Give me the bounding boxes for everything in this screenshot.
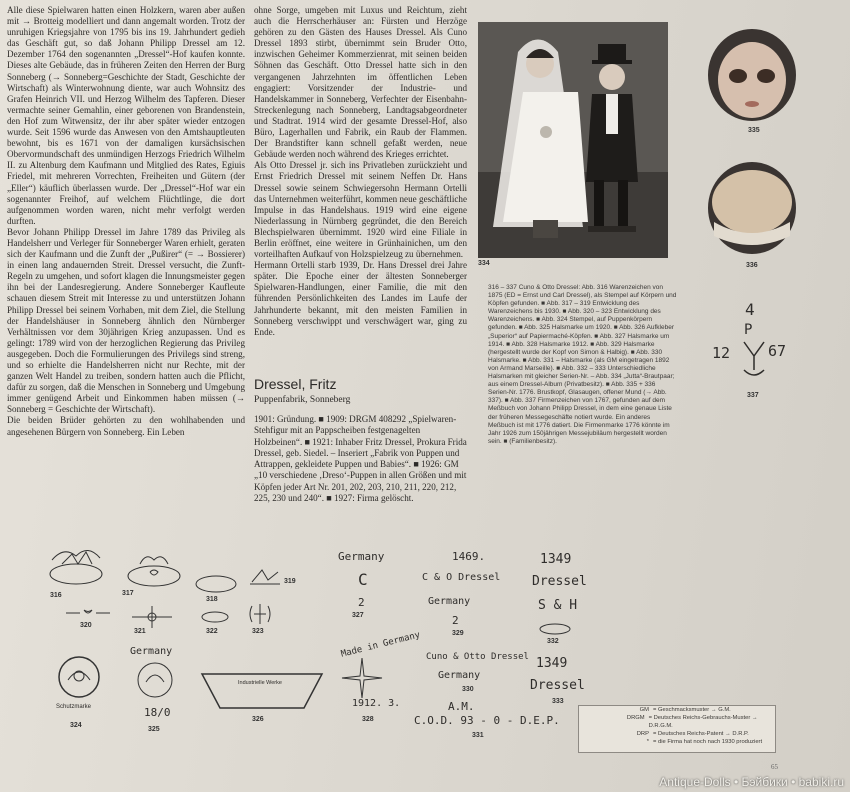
mark-337-4: 4: [745, 300, 755, 319]
col2-paragraph-2: Als Otto Dressel jr. sich ins Privatleben zurückzieht und Ernst Friedrich Dressel mit seinem Neffen Dr. Hans Dressel sowie seinem Schwiegersohn Hermann Ortelli das Unternehmen weiterführt, kommen neue geschäftliche Impulse in das Handelshaus. 1919 wird eine eigene Niederlassung in Nürnberg gegründet, die den Bereich Blechspielwaren übernimmt. 1920 wird eine Filiale in Berlin eröffnet, eine weitere in Grünhainichen, um den vorteilhaften Aufkauf von Holzspielzeug zu übernehmen.: [254, 160, 467, 260]
photo-doll-couple: [478, 22, 668, 258]
col2-paragraph-3: Hermann Ortelli starb 1939, Dr. Hans Dressel drei Jahre später. Die Epoche einer der ältesten Sonneberger Spielwaren-Handlungen, einer Familie, die mit den führenden Persönlichkeiten des Landes im Laufe der Jahrhunderte bekannt, mit den meisten Familien in Sonneberg verschwippt und verschwägert war, ging zu Ende.: [254, 260, 467, 337]
trademark-319-icon: [248, 566, 282, 588]
col2-paragraph-1: ohne Sorge, umgeben mit Luxus und Reichtum, zieht auch die Herrscherhäuser an: Fürsten und Herzöge gehören zu den Gästen des Hauses Dressel. Als Cuno Dressel 1893 stirbt, übernimmt sein Bruder Otto, inzwischen Geheimer Kommerzienrat, mit seinen beiden Söhnen das Geschäft. Otto Dressel hatte sich in den vergangenen Jahrzehnten im öffentlichen Leben engagiert: Vorsitzender der Industrie- und Handelskammer in Sonneberg, Verfechter der Eisenbahn-Streckenlegung nach Sonneberg, Landtagsabgeordneter und Stadtrat. 1914 wird der gesamte Dressel-Hof, also Büro, Lagerhallen und Fabrik, ein Raub der Flammen. Der Brandstifter kann schnell gefaßt werden, neue Gebäude werden noch während des Krieges errichtet.: [254, 5, 467, 160]
page-number: 65: [771, 763, 778, 771]
mark-330-germany: Germany: [438, 670, 481, 681]
photo-doll-head-back: [706, 162, 798, 258]
trademark-323-icon: [246, 602, 274, 626]
figure-number-317: 317: [122, 590, 134, 597]
figure-number-329: 329: [452, 630, 464, 637]
col1-paragraph-1: Alle diese Spielwaren hatten einen Holzkern, waren aber außen mit → Brotteig modelliert und dann angemalt worden. Trotz der unruhigen Kriegsjahre von 1795 bis ins 19. Jahrhundert gedieh das Geschäft gut, so daß Johann Philipp Dressel am 12. Dezember 1764 den sogenannten „Dressel“-Hof kaufen konnte. Dieses alte Gebäude, das in früheren Zeiten den Herren der Burg Sonneberg (→ Sonneberg=Geschichte der Stadt, Geschichte der Wirtschaft) als Winterwohnung diente, war auch Wohnsitz des Grafen Heinrich VII. und Herzog Wilhelm des Tapferen. Dieser vermachte seiner Gemahlin, einer geborenen von Brandenstein, den Hof zum Witwensitz, der ihr aber später wieder entzogen wurde. Seit 1596 wurde das Anwesen von den Amtshauptleuten bewohnt, bis es 1671 von der damaligen kursächsischen Obervormundschaft des unmündigen Herzogs Friedrich Wilhelm II. zu Altenburg dem Kaufmann und Mitglied des Rates, Egiuis Friedel, mit mehreren Vorrechten, Freiheiten und Gütern (der „Eller“) käuflich überlassen wurde. Der „Dressel“-Hof war ein sogenannter Freihof, auf welchem Flüchtlinge, die dort aufgenommen worden waren, nicht mehr verfolgt werden durften.: [7, 5, 245, 226]
mark-325-germany: Germany: [130, 646, 173, 657]
mark-328-made: Made in Germany: [339, 630, 422, 660]
mark-325-number: 18/0: [144, 706, 171, 719]
firm-sign-337-icon: [736, 336, 772, 384]
legend-value: = Geschmacksmuster → G.M.: [653, 707, 731, 713]
mark-329-germany: Germany: [428, 596, 471, 607]
mark-337-p: P: [744, 322, 753, 338]
mark-329-2: 2: [452, 614, 459, 627]
mark-331-code: C.O.D. 93 - 0 - D.E.P.: [414, 714, 560, 727]
figure-number-320: 320: [80, 622, 92, 629]
stamp-324-icon: [56, 654, 102, 700]
mark-333-sh: S & H: [538, 598, 578, 613]
entry-subtitle: Puppenfabrik, Sonneberg: [254, 395, 351, 405]
photo-doll-face: [706, 28, 798, 123]
trademark-316-icon: [42, 542, 110, 588]
trademark-332-icon: [538, 622, 572, 636]
mark-337-67: 67: [768, 342, 787, 360]
legend-key: DRP: [636, 731, 649, 737]
figure-number-332: 332: [547, 638, 559, 645]
mark-329-1469: 1469.: [452, 550, 486, 563]
figure-number-334: 334: [478, 260, 490, 267]
watermark: Antique-Dolls • Бэйбики • babiki.ru: [659, 775, 844, 789]
figure-number-316: 316: [50, 592, 62, 599]
mark-333-dressel: Dressel: [532, 574, 587, 589]
label-326-icon: [200, 670, 324, 712]
legend-key: DRGM: [626, 715, 645, 721]
figure-number-323: 323: [252, 628, 264, 635]
figure-number-327: 327: [352, 612, 364, 619]
text-column-1: [7, 5, 245, 510]
figure-number-326: 326: [252, 716, 264, 723]
entry-body: 1901: Gründung. ■ 1909: DRGM 408292 „Spielwaren-Stehfigur mit an Pappscheiben festgenagelten Holzbeinen“. ■ 1921: Inhaber Fritz Dressel, Prokura Frida Dressel, geb. Siedel. – Inseriert „Fabrik von Puppen und Attrappen, gekleidete Puppen und Babies“. ■ 1926: GM „10 verschiedene ‚Dreso‘-Puppen in allen Größen und mit Köpfen jeder Art Nr. 201, 202, 203, 210, 211, 220, 212, 225, 230 und 240“. ■ 1927: Firma gelöscht.: [254, 414, 467, 504]
figure-captions: 316 – 337 Cuno & Otto Dressel: Abb. 316 Warenzeichen von 1875 (ED = Ernst und Carl Dressel), als Stempel auf Körpern und Köpfen gefunden. ■ Abb. 317 – 319 Entwicklung des Warenzeichens bis 1930. ■ Abb. 320 – 323 Entwicklung des Warenzeichens. ■ Abb. 324 Stempel, auf Puppenkörpern gefunden. ■ Abb. 325 Halsmarke um 1920. ■ Abb. 326 Aufkleber „Superior“ auf Papiermaché-Köpfen. ■ Abb. 327 Halsmarke um 1914. ■ Abb. 328 Halsmarke 1912. ■ Abb. 329 Halsmarke (hergestellt wurde der Kopf von Simon & Halbig). ■ Abb. 330 Halsmarke. ■ Abb. 331 – Halsmarke (als GM eingetragen 1892 von Armand Marseille). ■ Abb. 332 – 333 Unterschiedliche Halsmarken mit gleicher Serien-Nr. – Abb. 334 „Jutta“-Brautpaar; aus einem Dressel-Album (Privatbesitz). ■ Abb. 335 + 336 Serien-Nr. 1776. Brustkopf, Glasaugen, offener Mund (→ Abb. 337). ■ Abb. 337 Firmenzeichen von 1767, gefunden auf dem Meßbuch von Johann Philipp Dressel, in dem eine genaue Liste der früheren Messegeschäfte notiert wurde. Ein anderes Meßbuch ist mit 1776 datiert. Die Firmenmarke 1776 könnte im Jahr 1926 zum 150jährigen Messejubiläum hergestellt worden sein. ■ (Familienbesitz).: [488, 284, 677, 445]
legend-key: GM: [639, 707, 649, 713]
legend-row: [579, 738, 775, 746]
mark-325-icon: [132, 660, 178, 700]
figure-number-337: 337: [747, 392, 759, 399]
mark-331-am: A.M.: [448, 700, 475, 713]
mark-324-label: Schutzmarke: [56, 704, 92, 710]
trademark-321-icon: [130, 604, 174, 630]
col1-paragraph-3: Die beiden Brüder gehörten zu den wohlhabenden und angesehenen Bürgern von Sonneberg. Ein Leben: [7, 415, 245, 437]
figure-number-331: 331: [472, 732, 484, 739]
star-328-icon: [340, 656, 384, 700]
figure-number-333: 333: [552, 698, 564, 705]
mark-327-c: C: [358, 570, 368, 589]
figure-number-336: 336: [746, 262, 758, 269]
doll-couple-illustration: [478, 22, 668, 258]
figure-number-321: 321: [134, 628, 146, 635]
mark-327-germany: Germany: [338, 550, 385, 563]
mark-337-12: 12: [712, 344, 731, 362]
mark-329-dressel: C & O Dressel: [422, 572, 501, 583]
trademark-317-icon: [122, 548, 184, 590]
legend-value: = Deutsches Reichs-Patent → D.R.P.: [653, 731, 749, 737]
figure-number-324: 324: [70, 722, 82, 729]
legend-value: = die Firma hat noch nach 1930 produziert: [653, 739, 763, 745]
mark-327-2: 2: [358, 596, 365, 609]
mark-333b-1349: 1349: [536, 656, 568, 671]
entry-title: Dressel, Fritz: [254, 376, 337, 392]
col1-paragraph-2: Bevor Johann Philipp Dressel im Jahre 1789 das Privileg als Handelsherr und Verleger für Sonneberger Waren erhielt, geraten sich der Kaufmann und die Zunft der „Pußirer“ (= → Bossierer) in einen lang andauernden Streit. Dressel versucht, die Zunft-Regeln zu umgehen, und sofort klagen die Innungsmeister gegen ihn bei der Landesregierung. Andere Sonneberger Kaufleute schauen diesem Streit mit Interesse zu und unterstützen Johann Philipp Dressel bei seinem Vorhaben, mit dem Ziel, die Stellung der Handelshäuser in Sonneberg ähnlich den Nürnberger Verhältnissen vor dem 30jährigen Krieg anzupassen. Und es gelingt: 1789 wird von der herzoglichen Regierung das Privileg ausgegeben. Doch die Formulierungen des Privilegs sind streng, und so erhielte die Handelsherren nicht nur Rechte, mit der ganzen Welt Handel zu treiben, sondern hatten auch die Pflicht, dafür zu sorgen, daß die Menschen in Sonneberg und Umgebung immer genügend Arbeit und Einkommen haben müssen (→ Sonneberg = Geschichte der Wirtschaft).: [7, 226, 245, 415]
figure-number-319: 319: [284, 578, 296, 585]
legend-key: *: [646, 739, 649, 745]
trademark-322-icon: [200, 610, 230, 624]
figure-number-330: 330: [462, 686, 474, 693]
legend-value: = Deutsches Reichs-Gebrauchs-Muster → D.R.G.M.: [648, 715, 758, 729]
mark-333b-dressel: Dressel: [530, 678, 585, 693]
entry-dressel-fritz: [254, 376, 469, 526]
legend-row: [579, 706, 775, 714]
trademark-318-icon: [194, 574, 238, 594]
text-column-2: [254, 5, 467, 350]
mark-328-date: 1912. 3.: [352, 698, 401, 709]
legend-row: [579, 714, 775, 730]
mark-330-line1: Cuno & Otto Dressel: [426, 652, 529, 662]
figure-number-325: 325: [148, 726, 160, 733]
figure-number-322: 322: [206, 628, 218, 635]
figure-number-318: 318: [206, 596, 218, 603]
mark-333-1349: 1349: [540, 552, 572, 567]
mark-326-label: Industrielle Werke: [238, 680, 282, 686]
figure-number-328: 328: [362, 716, 374, 723]
legend-row: [579, 730, 775, 738]
trademark-320-icon: [64, 606, 112, 620]
figure-number-335: 335: [748, 127, 760, 134]
abbreviation-legend: [578, 705, 776, 753]
